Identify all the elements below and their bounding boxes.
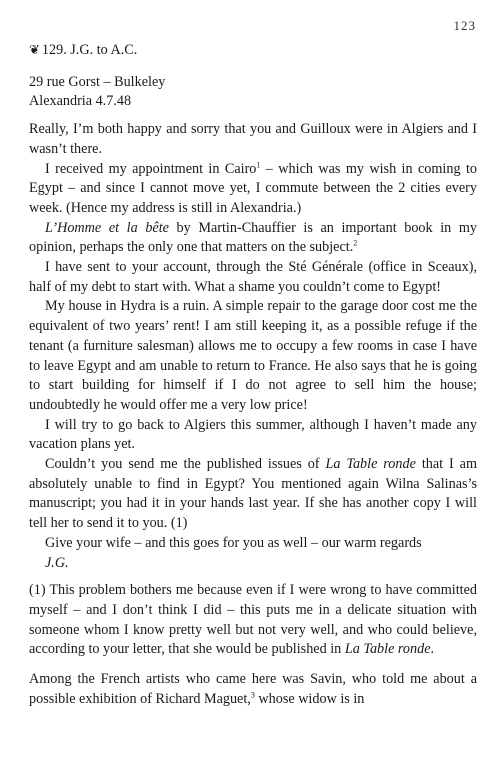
letter-heading: [29, 40, 477, 61]
paragraph-7: [29, 455, 477, 534]
footnote-ref-1: 1: [256, 159, 261, 169]
paragraph-1: Really, I’m both happy and sorry that you and Guilloux were in Algiers and I wasn’t there.: [29, 121, 477, 157]
closing-paragraph: [29, 670, 477, 709]
signature: J.G.: [45, 554, 69, 571]
paragraph-3: [29, 219, 477, 258]
footnote-text: [29, 581, 477, 660]
paragraph-2-text-a: I received my appointment in Cairo: [45, 160, 257, 177]
paragraph-6: I will try to go back to Algiers this summer, although I haven’t made any vacation plans yet.: [29, 416, 477, 453]
book-title: L’Homme et la bête: [45, 219, 169, 236]
address-city-date: Alexandria 4.7.48: [29, 93, 132, 110]
address-street: 29 rue Gorst – Bulkeley: [29, 73, 166, 90]
paragraph-2: [29, 160, 477, 219]
letter-title: 129. J.G. to A.C.: [41, 42, 138, 58]
paragraph-7-text-a: Couldn’t you send me the published issues of: [45, 456, 326, 473]
journal-title: La Table ronde: [325, 456, 416, 473]
closing-text-b: whose widow is in: [254, 690, 365, 707]
paragraph-4: I have sent to your account, through the Sté Générale (office in Sceaux), half of my debt to start with. What a shame you couldn’t come to Egypt!: [29, 259, 477, 295]
paragraph-5: My house in Hydra is a ruin. A simple repair to the garage door cost me the equivalent of two years’ rent! I am still keeping it, as a possible refuge if the tenant (a furniture salesman) allows me to occupy a few rooms in case I have to leave Egypt and am unable to return to France. He also says that he is going to start building for himself if I do not agree to sell him the house; undoubtedly he would offer me a very low price!: [29, 298, 477, 413]
paragraph-3-text: by Martin-Chauffier is an important book in my opinion, perhaps the only one that matters on the subject.: [29, 219, 478, 256]
page-number: 123: [453, 18, 476, 33]
footnote-ref-2: 2: [353, 238, 358, 248]
letter-body: [29, 40, 477, 710]
footnote-text-a: (1) This problem bothers me because even if I were wrong to have committed myself – and I don’t think I did – this puts me in a delicate situation with someone whom I know pretty well but not very well, and who could believe, according to your letter, that she would be published in: [29, 582, 477, 658]
closing-text-a: Among the French artists who came here was Savin, who told me about a possible exhibition of Richard Maguet,: [29, 671, 477, 707]
footnote-journal-title: La Table ronde: [344, 641, 431, 658]
footnote-ref-3: 3: [250, 690, 255, 700]
sender-address: [29, 73, 477, 112]
paragraph-8: Give your wife – and this goes for you as well – our warm regards: [45, 534, 422, 551]
paragraph-7-text-b: that I am absolutely unable to find in Egypt? You mentioned again Wilna Salinas’s manuscript; you had it in your hands last year. If she has another copy I will tell her to send it to you. (1): [29, 456, 478, 532]
paragraph-2-text-b: – which was my wish in coming to Egypt – and since I cannot move yet, I commute between the 2 cities every week. (Hence my address is still in Alexandria.): [29, 160, 477, 216]
fleuron-icon: ❦: [29, 42, 40, 57]
footnote-text-b: .: [430, 641, 435, 658]
